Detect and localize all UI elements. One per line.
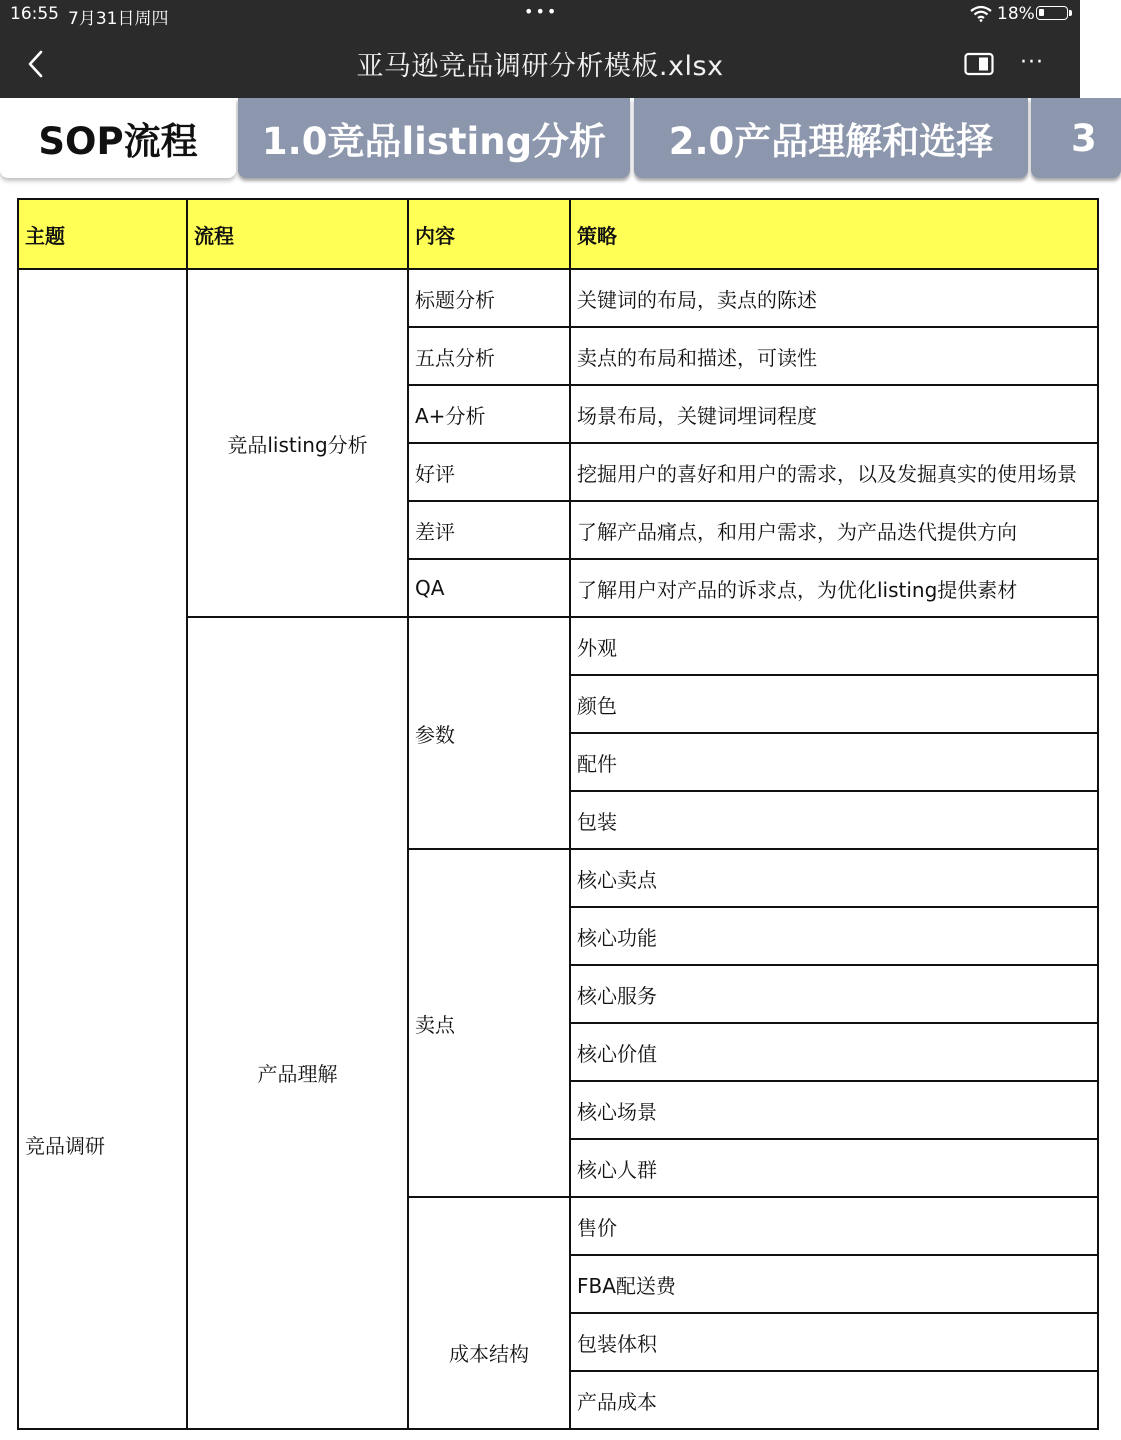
strategy-cell[interactable]: 产品成本 bbox=[570, 1371, 1098, 1429]
table-body bbox=[18, 199, 1098, 1429]
wifi-icon bbox=[970, 6, 992, 22]
multitask-dots[interactable]: ••• bbox=[524, 2, 559, 21]
content-cell[interactable]: 卖点 bbox=[408, 849, 570, 1197]
strategy-cell[interactable]: 核心价值 bbox=[570, 1023, 1098, 1081]
document-title: 亚马逊竞品调研分析模板.xlsx bbox=[356, 51, 724, 82]
battery-percent: 18% bbox=[997, 4, 1035, 24]
content-cell[interactable]: 五点分析 bbox=[408, 327, 570, 385]
more-options-icon[interactable]: ··· bbox=[1020, 50, 1044, 75]
strategy-cell[interactable]: 了解用户对产品的诉求点，为优化listing提供素材 bbox=[570, 559, 1098, 617]
strategy-cell[interactable]: FBA配送费 bbox=[570, 1255, 1098, 1313]
process-cell[interactable]: 产品理解 bbox=[187, 617, 408, 1429]
content-cell[interactable]: A+分析 bbox=[408, 385, 570, 443]
content-cell[interactable]: 标题分析 bbox=[408, 269, 570, 327]
strategy-cell[interactable]: 外观 bbox=[570, 617, 1098, 675]
strategy-cell[interactable]: 包装体积 bbox=[570, 1313, 1098, 1371]
header-row bbox=[18, 199, 1098, 269]
content-cell[interactable]: 成本结构 bbox=[408, 1197, 570, 1429]
battery-icon bbox=[1036, 6, 1068, 20]
strategy-cell[interactable]: 售价 bbox=[570, 1197, 1098, 1255]
topic-cell[interactable]: 竞品调研 bbox=[18, 269, 187, 1429]
tab-listing-analysis[interactable]: 1.0竞品listing分析 bbox=[238, 98, 630, 178]
sheet-tab-bar bbox=[0, 98, 1097, 186]
tab-sop[interactable]: SOP流程 bbox=[0, 98, 236, 178]
strategy-cell[interactable]: 包装 bbox=[570, 791, 1098, 849]
strategy-cell[interactable]: 场景布局，关键词埋词程度 bbox=[570, 385, 1098, 443]
table-row bbox=[18, 269, 1098, 327]
strategy-cell[interactable]: 了解产品痛点，和用户需求，为产品迭代提供方向 bbox=[570, 501, 1098, 559]
strategy-cell[interactable]: 卖点的布局和描述，可读性 bbox=[570, 327, 1098, 385]
strategy-cell[interactable]: 关键词的布局，卖点的陈述 bbox=[570, 269, 1098, 327]
strategy-cell[interactable]: 配件 bbox=[570, 733, 1098, 791]
status-time: 16:55 bbox=[10, 4, 59, 24]
strategy-cell[interactable]: 核心场景 bbox=[570, 1081, 1098, 1139]
strategy-cell[interactable]: 核心卖点 bbox=[570, 849, 1098, 907]
content-cell[interactable]: 参数 bbox=[408, 617, 570, 849]
strategy-cell[interactable]: 核心功能 bbox=[570, 907, 1098, 965]
strategy-cell[interactable]: 核心服务 bbox=[570, 965, 1098, 1023]
content-cell[interactable]: 好评 bbox=[408, 443, 570, 501]
tab-product-understanding[interactable]: 2.0产品理解和选择 bbox=[634, 98, 1028, 178]
sop-table bbox=[17, 198, 1099, 1430]
header-cell-process[interactable]: 流程 bbox=[187, 199, 408, 269]
process-cell[interactable]: 竞品listing分析 bbox=[187, 269, 408, 617]
header-cell-topic[interactable]: 主题 bbox=[18, 199, 187, 269]
strategy-cell[interactable]: 颜色 bbox=[570, 675, 1098, 733]
content-cell[interactable]: 差评 bbox=[408, 501, 570, 559]
header-cell-strategy[interactable]: 策略 bbox=[570, 199, 1098, 269]
header-cell-content[interactable]: 内容 bbox=[408, 199, 570, 269]
top-bar bbox=[0, 0, 1080, 98]
strategy-cell[interactable]: 挖掘用户的喜好和用户的需求，以及发掘真实的使用场景 bbox=[570, 443, 1098, 501]
status-date: 7月31日周四 bbox=[68, 9, 169, 29]
strategy-cell[interactable]: 核心人群 bbox=[570, 1139, 1098, 1197]
tab-3[interactable]: 3 bbox=[1031, 98, 1121, 178]
split-view-icon[interactable] bbox=[964, 52, 994, 76]
content-cell[interactable]: QA bbox=[408, 559, 570, 617]
